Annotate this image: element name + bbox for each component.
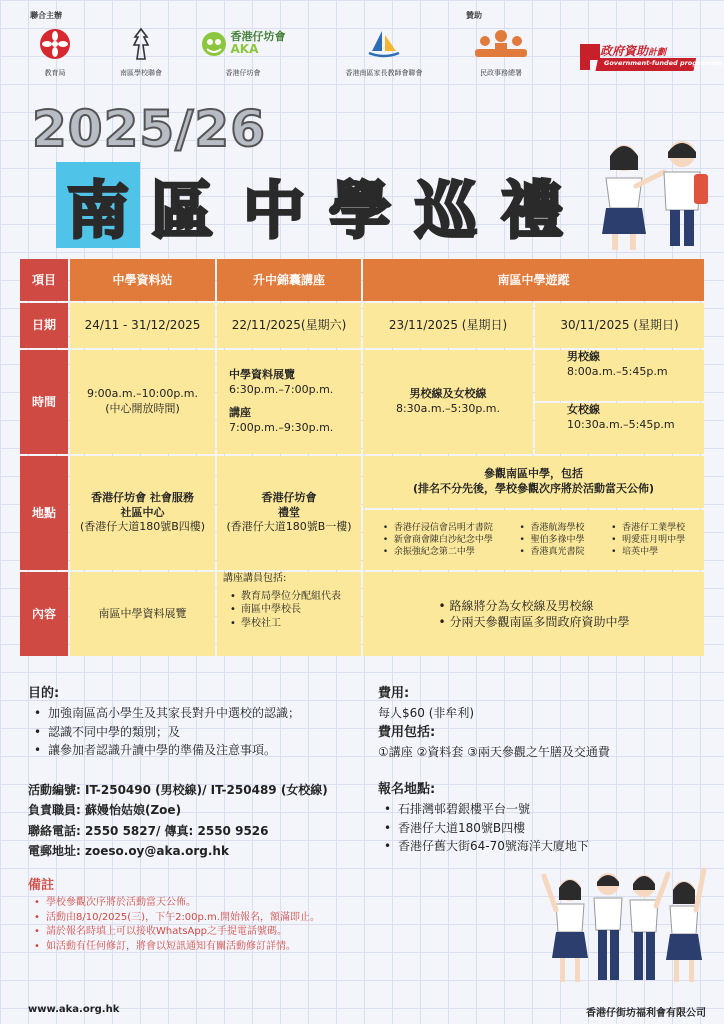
school-name: • 聖伯多祿中學 [518,534,584,546]
title-char: 區 [150,173,213,247]
note-item: • 如活動有任何修訂，將會以短訊通知有關活動修訂詳情。 [28,940,528,955]
notes-list [28,896,528,954]
school-column [610,522,685,558]
signup-item: • 香港仔舊大街64-70號海洋大廈地下 [378,837,708,856]
signup-item: • 石排灣邨碧銀樓平台一號 [378,800,708,819]
time-talk-a-title: 中學資料展覽 [229,368,295,382]
title-char: 南 [66,173,129,247]
time-talk-b-title: 講座 [229,406,251,419]
date-tour-1: 23/11/2025 (星期日) [363,303,533,348]
fee-title: 費用: [378,686,410,701]
school-name: • 香港真光書院 [518,546,584,558]
title-char: 巡 [414,173,477,247]
organiser-name: 香港仔坊會 [225,69,261,77]
contact-value: 2550 5827/ 傳真: 2550 9526 [85,823,269,838]
organiser-name: 南區學校聯會 [120,69,162,77]
time-tour-1-title: 男校線及女校線 [409,387,487,401]
school-column [518,522,584,558]
signup-list [378,800,708,856]
time-tour-2-girls-title: 女校線 [567,403,600,416]
content-info-station: 南區中學資料展覽 [70,572,215,656]
time-talk [217,350,361,454]
talk-speakers-intro: 講座講員包括: [223,573,287,584]
talk-speaker: • 南區中學校長 [229,603,341,617]
school-name: • 香港航海學校 [518,522,584,534]
pta-logo-icon [316,26,452,62]
fee-includes-title: 費用包括: [378,724,436,740]
venue-address: (香港仔大道180號B一樓) [226,520,352,534]
talk-speaker: • 教育局學位分配組代表 [229,590,341,604]
time-tour-2-girls [535,403,704,454]
title-char: 學 [328,173,391,247]
organiser-aka [188,26,298,78]
school-name: • 余振強紀念第二中學 [382,546,493,558]
talk-speaker: • 學校社工 [229,617,341,631]
time-tour-2-boys-title: 男校線 [567,350,600,363]
venue-line: 香港仔坊會 社會服務 [91,490,194,504]
title-char: 禮 [500,173,563,247]
contact-label: 負責職員: [28,803,81,818]
fee-includes: ①講座 ②資料套 ③兩天參觀之午膳及交通費 [378,744,610,759]
contact-row [28,821,368,841]
row-head-date: 日期 [20,303,68,348]
gov-funded-logo [578,40,723,82]
contact-row [28,841,368,861]
time-tour-1 [363,350,533,454]
venue-talk [217,456,361,570]
aka-logo-icon [188,26,298,62]
contact-row [28,780,368,800]
gov-suffix: 計劃 [648,48,667,58]
purpose-title: 目的: [28,686,60,701]
organiser-name: 香港南區家長教師會聯會 [345,69,423,77]
students-group-icon [540,860,710,1000]
school-name: • 培英中學 [610,546,685,558]
venue-line: 香港仔坊會 [261,490,317,504]
row-head-time: 時間 [20,350,68,454]
contact-value: 蘇嫚怡姑娘(Zoe) [85,803,182,818]
time-talk-a-time: 6:30p.m.–7:00p.m. [229,383,334,397]
contact-label: 聯絡電話: [28,823,81,838]
venue-address: (香港仔大道180號B四樓) [79,520,206,534]
school-name: • 香港仔工業學校 [610,522,685,534]
signup-title: 報名地點: [378,782,436,797]
purpose-item: • 讓參加者認識升讀中學的準備及注意事項。 [28,741,368,760]
aka-en: AKA [230,42,259,57]
notes-title: 備註 [28,878,55,893]
email-link[interactable]: zoeso.oy@aka.org.hk [85,844,229,859]
content-tour [363,572,704,656]
aka-text: 香港仔坊會 [230,30,286,44]
time-info-station [70,350,215,454]
contact-label: 電郵地址: [28,844,81,859]
school-name: • 新會商會陳白沙紀念中學 [382,534,493,546]
fee-section [378,684,708,761]
gov-en: Government-funded programme [604,59,723,67]
had-logo-icon [446,26,556,62]
date-tour-2: 30/11/2025 (星期日) [535,303,704,348]
purpose-list [28,704,368,760]
school-column [382,522,493,558]
organiser-school-council [86,26,196,78]
time-value: 9:00a.m.–10:00p.m. [86,387,199,401]
year-title: 2025/26 [32,100,267,158]
school-name: • 明愛莊月明中學 [610,534,685,546]
time-tour-2-boys-time: 8:00a.m.–5:45p.m [567,364,668,378]
students-illustration-icon [586,130,716,256]
row-head-content: 內容 [20,572,68,656]
venue-line: 社區中心 [120,505,165,519]
time-tour-2-girls-time: 10:30a.m.–5:45p.m [567,417,675,431]
organisers-label: 聯合主辦 [30,11,62,20]
footer-org: 香港仔街坊福利會有限公司 [586,1008,706,1019]
contact-row [28,800,368,820]
venue-line: 禮堂 [278,505,300,519]
tour-content-item: • 分兩天參觀南區多間政府資助中學 [437,614,629,630]
contact-value: IT-250490 (男校線)/ IT-250489 (女校線) [85,783,328,797]
tour-content-item: • 路線將分為女校線及男校線 [437,598,629,614]
sponsor-label: 贊助 [466,11,482,20]
purpose-section [28,684,368,760]
organiser-name: 教育局 [44,69,66,77]
venue-school-list [363,510,704,570]
row-head-venue: 地點 [20,456,68,570]
tour-intro-note: (排名不分先後，學校參觀次序將於活動當天公佈) [412,482,655,495]
note-item: • 請於報名時填上可以接收WhatsApp之手提電話號碼。 [28,925,528,940]
sponsor-had [446,26,556,78]
tour-content-list [437,598,629,630]
content-talk [217,572,361,656]
contact-section [28,780,368,862]
notes-section [28,876,528,954]
note-item: • 學校參觀次序將於活動當天公佈。 [28,896,528,911]
time-note: (中心開放時間) [105,402,180,415]
gov-label: 政府資助 [600,44,649,58]
school-council-icon [86,26,196,62]
time-tour-2-boys [535,350,704,401]
col-head-info-station: 中學資料站 [70,259,215,301]
date-talk: 22/11/2025(星期六) [217,303,361,348]
col-head-tour: 南區中學遊蹤 [363,259,704,301]
venue-info-station [70,456,215,570]
tour-intro-line: 參觀南區中學，包括 [484,467,583,481]
note-item: • 活動由8/10/2025(三)，下午2:00p.m.開始報名，額滿即止。 [28,911,528,926]
title-char: 中 [242,173,305,247]
signup-item: • 香港仔大道180號B四樓 [378,819,708,838]
website-link[interactable]: www.aka.org.hk [28,1004,120,1015]
contact-label: 活動編號: [28,783,81,797]
organiser-pta [316,26,452,78]
fee-amount: 每人$60 (非牟利) [378,706,475,721]
purpose-item: • 認識不同中學的類別；及 [28,723,368,742]
time-talk-b-time: 7:00p.m.–9:30p.m. [229,420,334,434]
venue-tour-intro [363,456,704,508]
row-head-item: 項目 [20,259,68,301]
sponsor-name: 民政事務總署 [480,69,522,77]
col-head-talk: 升中錦囊講座 [217,259,361,301]
signup-section [378,780,708,856]
date-info-station: 24/11 - 31/12/2025 [70,303,215,348]
purpose-item: • 加強南區高小學生及其家長對升中選校的認識； [28,704,368,723]
talk-speakers-list [223,590,341,631]
school-name: • 香港仔浸信會呂明才書院 [382,522,493,534]
time-tour-1-time: 8:30a.m.–5:30p.m. [395,402,501,415]
